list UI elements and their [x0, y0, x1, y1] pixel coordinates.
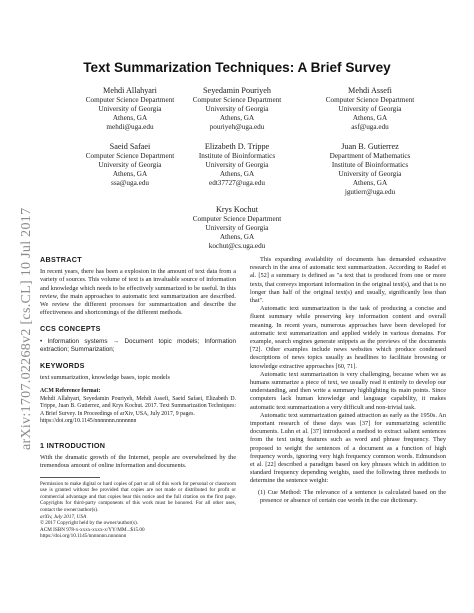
- author-name: Seyedamin Pouriyeh: [203, 86, 271, 95]
- author-org: University of Georgia: [98, 161, 162, 169]
- venue-text: arXiv, July 2017, USA: [40, 513, 87, 520]
- author-dept: Computer Science Department: [325, 96, 415, 104]
- keywords-text: text summarization, knowledge bases, topic models: [40, 374, 170, 382]
- author-dept: Institute of Bioinformatics: [198, 152, 276, 160]
- author-dept: Department of Mathematics: [329, 152, 411, 160]
- abstract-heading: ABSTRACT: [40, 255, 82, 264]
- paragraph: Automatic text summarization is very challenging, because when we as humans summarize a piece of text, we usually read it entirely to develop our understanding, and then write a summary highlighting its main points. Since computers lack human knowledge and language capability, it makes automatic text summarization a very difficult and non-trivial task.: [250, 370, 446, 411]
- author-dept: Computer Science Department: [192, 96, 282, 104]
- author-name: Mehdi Allahyari: [103, 86, 157, 95]
- right-column: [250, 256, 446, 505]
- author-dept: Computer Science Department: [192, 215, 282, 223]
- paragraph: Automatic text summarization gained attraction as early as the 1950s. An important research of these days was [37] for summarizing scientific documents. Luhn et al. [37] introduced a method to extract salient sentences from the text using features such as word and phrase frequency. They proposed to weight the sentences of a document as a function of high frequency words, ignoring very high frequency common words. Edmundson et al. [22] described a paradigm based on key phrases which in addition to standard frequency depending weights, used the following three methods to determine the sentence weight:: [250, 411, 446, 485]
- arxiv-sidebar: [3, 150, 34, 450]
- author-org: University of Georgia: [205, 161, 269, 169]
- author-org: University of Georgia: [205, 224, 269, 232]
- isbn-text: ACM ISBN 978-x-xxxx-xxxx-x/YY/MM...$15.00: [40, 526, 145, 533]
- author-org: University of Georgia: [205, 105, 269, 113]
- author-city: Athens, GA: [219, 170, 255, 178]
- author-name: Saeid Safaei: [109, 142, 151, 151]
- author-city: Athens, GA: [112, 114, 148, 122]
- paragraph: Automatic text summarization is the task of producing a concise and fluent summary while preserving key information content and overall meaning. In recent years, numerous approaches have been developed for automatic text summarization and applied widely in various domains. For example, search engines generate snippets as the previews of the documents [72]. Other examples include news websites which produce condensed descriptions of news topics usually as headlines to facilitate browsing or knowledge extractive approaches [60, 71].: [250, 305, 446, 370]
- author-org: Institute of Bioinformatics: [331, 161, 409, 169]
- author-email: ssa@uga.edu: [111, 179, 149, 187]
- author-block: [167, 86, 307, 132]
- author-block: [300, 86, 440, 132]
- author-name: Krys Kochut: [215, 205, 259, 214]
- author-block: [167, 142, 307, 188]
- intro-text: With the dramatic growth of the Internet, people are overwhelmed by the tremendous amount of online information and documents.: [40, 454, 236, 470]
- author-city: Athens, GA: [112, 170, 148, 178]
- author-city: Athens, GA: [219, 114, 255, 122]
- footnote-doi[interactable]: https://doi.org/10.1145/nnnnnnn.nnnnnnn: [40, 533, 127, 540]
- paragraph: This expanding availability of documents has demanded exhaustive research in the area of automatic text summarization. According to Radef et al. [52] a summary is defined as "a text that is produced from one or more texts, that conveys important information in the original text(s), and that is no longer than half of the original text(s) and usually, significantly less than that".: [250, 256, 446, 305]
- author-dept: Computer Science Department: [85, 96, 175, 104]
- ccs-heading: CCS CONCEPTS: [40, 324, 101, 334]
- author-block: [167, 205, 307, 251]
- author-name: Juan B. Gutierrez: [341, 142, 399, 151]
- author-email: mehdi@uga.edu: [106, 123, 154, 131]
- author-city: Athens, GA: [219, 233, 255, 241]
- acm-ref-doi[interactable]: https://doi.org/10.1145/nnnnnnn.nnnnnnn: [40, 418, 137, 425]
- author-city: Athens, GA: [352, 114, 388, 122]
- arxiv-id: arXiv:1707.02268v2 [cs.CL] 10 Jul 2017: [19, 207, 34, 450]
- acm-ref-heading: ACM Reference format:: [40, 388, 101, 395]
- author-city: University of Georgia: [338, 170, 402, 178]
- paper-title: Text Summarization Techniques: A Brief Survey: [83, 60, 391, 75]
- left-column: [40, 256, 236, 540]
- author-org: University of Georgia: [98, 105, 162, 113]
- author-block: [300, 142, 440, 197]
- permission-text: Permission to make digital or hard copies of part or all of this work for personal or classroom use is granted without fee provided that copies are not made or distributed for profit or commercial advantage and that copies bear this notice and the full citation on the first page. Copyrights for third-party components of this work must be honored. For all other uses, contact the owner/author(s).: [40, 480, 236, 513]
- author-org: University of Georgia: [338, 105, 402, 113]
- author-email: kochut@cs.uga.edu: [208, 242, 266, 250]
- footnote-rule: [40, 477, 100, 478]
- copyright-text: © 2017 Copyright held by the owner/author(s).: [40, 520, 139, 527]
- abstract-text: In recent years, there has been a explosion in the amount of text data from a variety of sources. This volume of text is an invaluable source of information and knowledge which needs to be effectively summarized to be useful. In this review, the main approaches to automatic text summarization are described. We review the different processes for summarization and describe the effectiveness and shortcomings of the different methods.: [40, 268, 236, 317]
- author-email: asf@uga.edu: [351, 123, 389, 131]
- author-email: pouriyeh@uga.edu: [209, 123, 265, 131]
- author-city2: Athens, GA: [352, 179, 388, 187]
- intro-heading: 1 INTRODUCTION: [40, 441, 106, 451]
- list-item: (1) Cue Method: The relevance of a sentence is calculated based on the presence or absence of certain cue words in the cue dictionary.: [258, 488, 446, 504]
- author-email: jgutierr@uga.edu: [344, 188, 396, 196]
- author-email: edt37727@uga.edu: [209, 179, 265, 187]
- author-name: Elizabeth D. Trippe: [204, 142, 270, 151]
- acm-ref-text: Mehdi Allahyari, Seyedamin Pouriyeh, Mehdi Assefi, Saeid Safaei, Elizabeth D. Trippe, Juan B. Gutierrez, and Krys Kochut. 2017. Text Summarization Techniques: A Brief Survey. In Proceedings of arXiv, USA, July 2017, 9 pages.: [40, 395, 236, 417]
- author-name: Mehdi Assefi: [348, 86, 392, 95]
- author-dept: Computer Science Department: [85, 152, 175, 160]
- ccs-text: • Information systems → Document topic models; Information extraction; Summarization;: [40, 337, 236, 353]
- keywords-heading: KEYWORDS: [40, 361, 85, 371]
